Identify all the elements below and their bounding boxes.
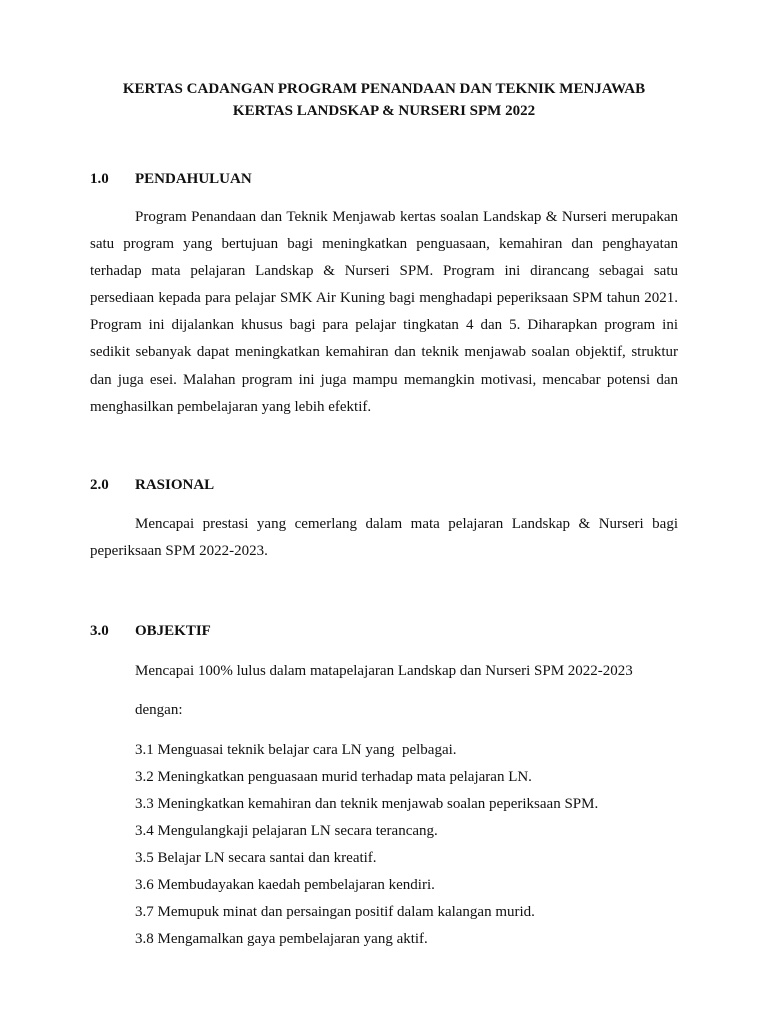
list-item: 3.4 Mengulangkaji pelajaran LN secara terancang. [135, 823, 438, 839]
objective-intro-continued: dengan: [135, 702, 183, 718]
section-title: OBJEKTIF [135, 623, 211, 639]
section-heading-objektif [90, 621, 211, 641]
section-number: 2.0 [90, 477, 109, 493]
objective-list [135, 737, 598, 953]
document-title-line-2: KERTAS LANDSKAP & NURSERI SPM 2022 [232, 103, 536, 119]
section-title: RASIONAL [135, 477, 215, 493]
list-item: 3.7 Memupuk minat dan persaingan positif dalam kalangan murid. [135, 904, 535, 920]
section-title: PENDAHULUAN [135, 171, 252, 187]
section-body-pendahuluan: Program Penandaan dan Teknik Menjawab kertas soalan Landskap & Nurseri merupakan satu program yang bertujuan bagi meningkatkan penguasaan, kemahiran dan penghayatan terhadap mata pelajaran Landskap & Nurseri SPM. Program ini dirancang sebagai satu persediaan kepada para pelajar SMK Air Kuning bagi menghadapi peperiksaan SPM tahun 2021. Program ini dijalankan khusus bagi para pelajar tingkatan 4 dan 5. Diharapkan program ini sedikit sebanyak dapat meningkatkan kemahiran dan teknik menjawab soalan objektif, struktur dan juga esei. Malahan program ini juga mampu memangkin motivasi, mencabar potensi dan menghasilkan pembelajaran yang lebih efektif. [90, 209, 678, 415]
objective-intro: Mencapai 100% lulus dalam matapelajaran Landskap dan Nurseri SPM 2022-2023 [135, 663, 633, 679]
document-title-line-1: KERTAS CADANGAN PROGRAM PENANDAAN DAN TEKNIK MENJAWAB [122, 81, 646, 97]
section-number: 1.0 [90, 171, 109, 187]
section-heading-rasional [90, 475, 214, 495]
section-number: 3.0 [90, 623, 109, 639]
list-item: 3.2 Meningkatkan penguasaan murid terhadap mata pelajaran LN. [135, 769, 532, 785]
list-item: 3.5 Belajar LN secara santai dan kreatif. [135, 850, 377, 866]
section-body-rasional: Mencapai prestasi yang cemerlang dalam mata pelajaran Landskap & Nurseri bagi peperiksaan SPM 2022-2023. [90, 516, 678, 560]
list-item: 3.8 Mengamalkan gaya pembelajaran yang aktif. [135, 931, 428, 947]
list-item: 3.6 Membudayakan kaedah pembelajaran kendiri. [135, 877, 435, 893]
list-item: 3.1 Menguasai teknik belajar cara LN yang pelbagai. [135, 742, 457, 758]
section-heading-pendahuluan [90, 169, 252, 189]
list-item: 3.3 Meningkatkan kemahiran dan teknik menjawab soalan peperiksaan SPM. [135, 796, 599, 812]
